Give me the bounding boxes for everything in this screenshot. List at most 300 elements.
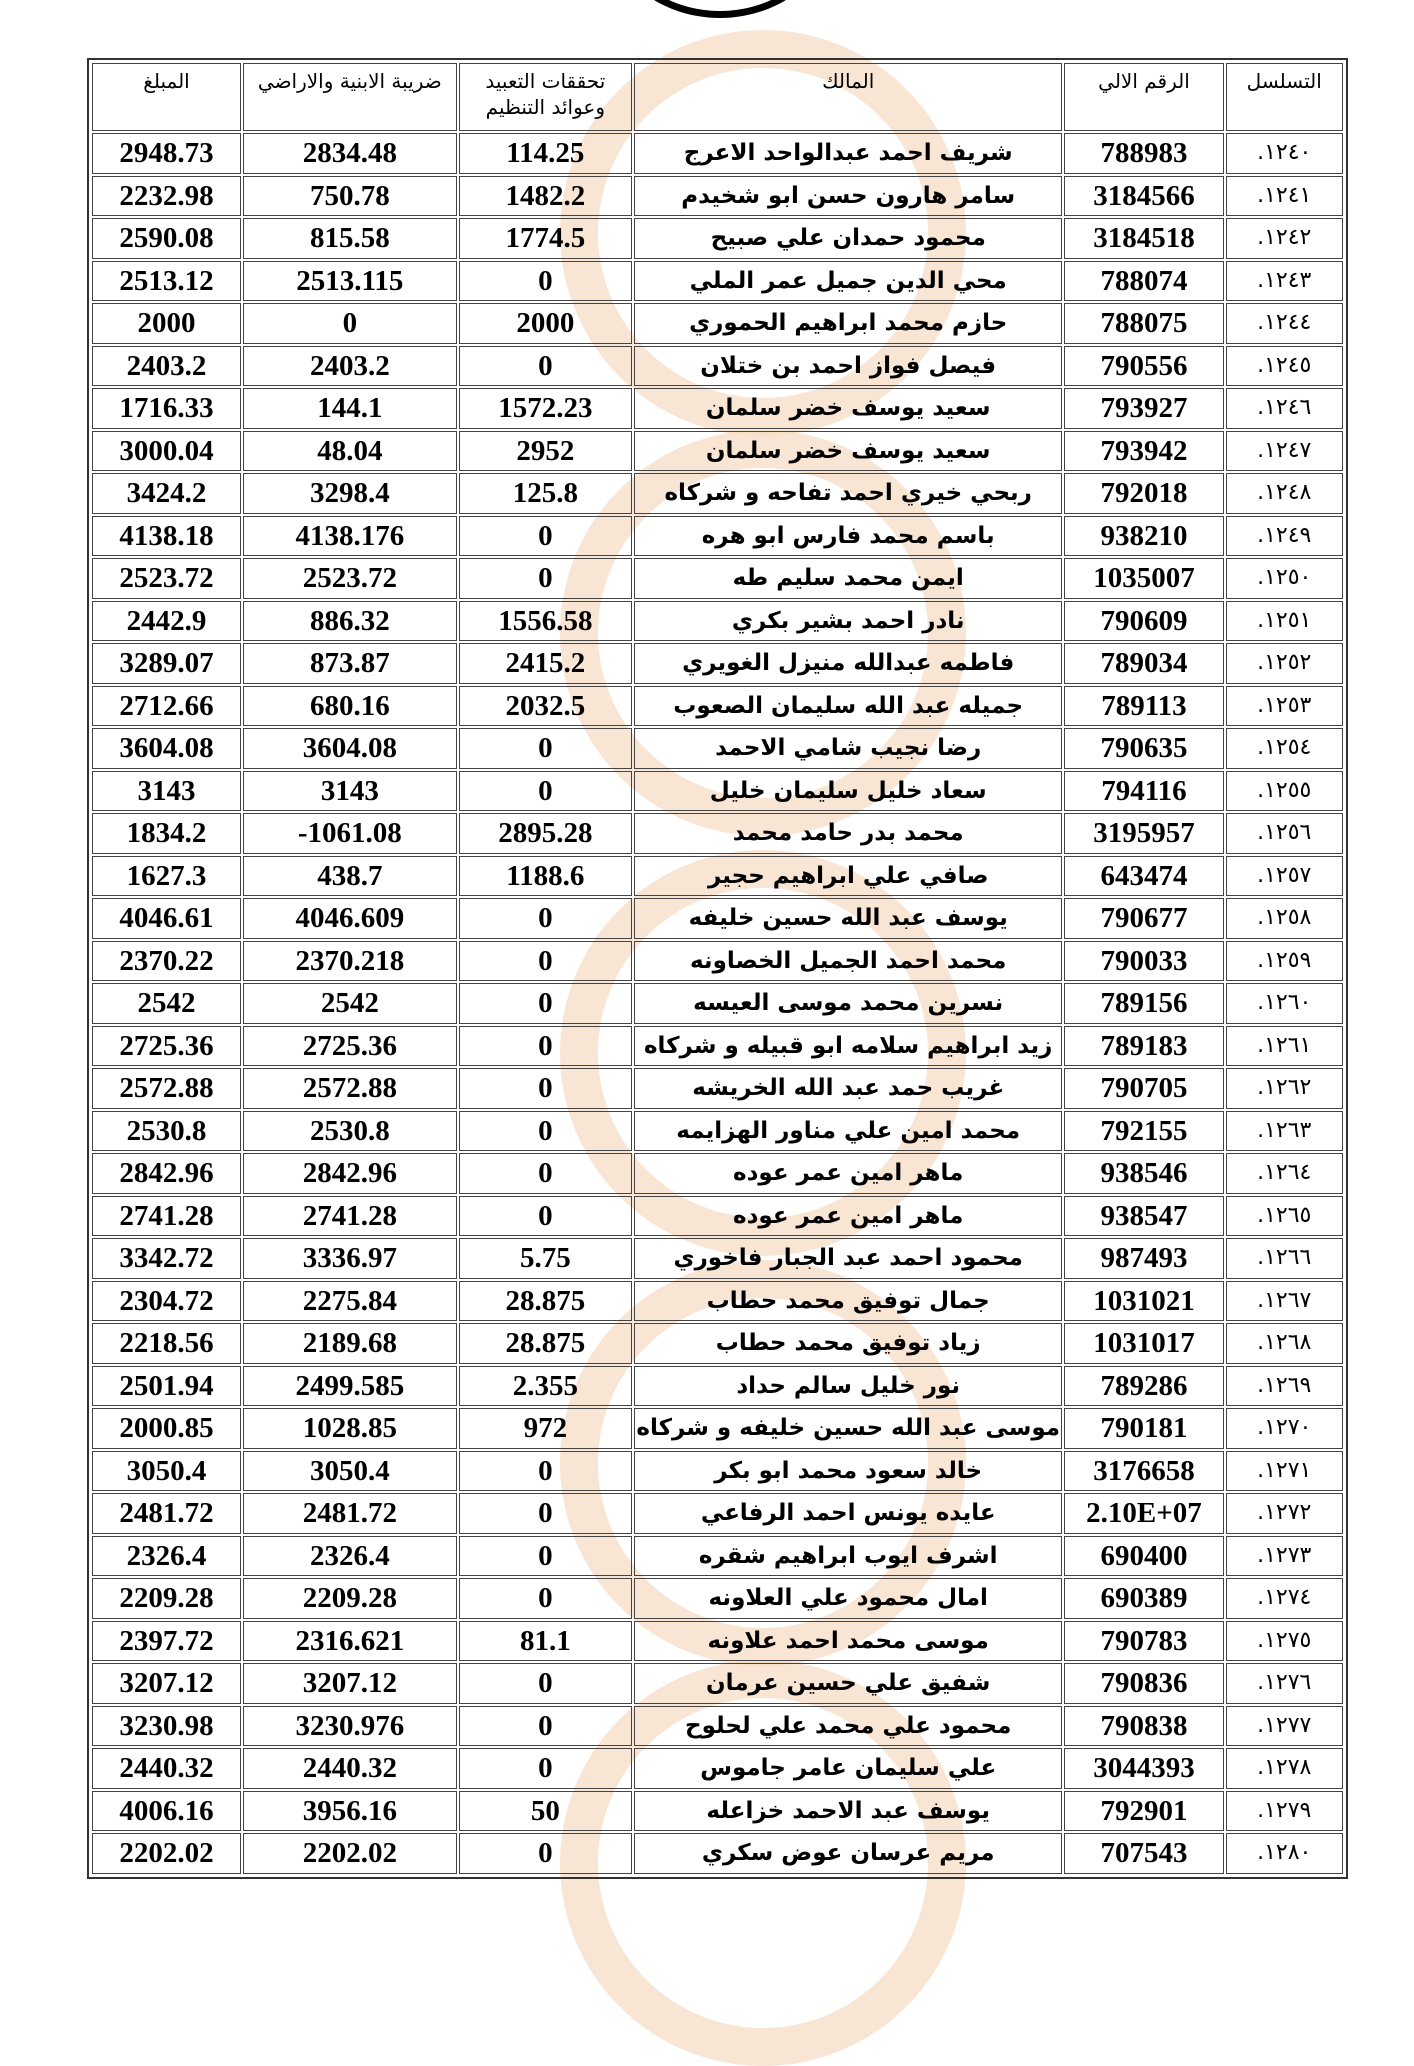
cell-fees-text: 0: [538, 1029, 553, 1062]
cell-serial: [1226, 1111, 1344, 1152]
cell-serial-text: ١٢٥٢.: [1257, 650, 1312, 676]
cell-owner: [634, 1408, 1063, 1449]
cell-amount-text: 3230.98: [119, 1709, 214, 1742]
owners-tax-table-frame: [87, 58, 1348, 1879]
cell-fees-text: 0: [538, 1539, 553, 1572]
cell-fees-text: 1482.2: [505, 179, 586, 212]
cell-id-text: 938546: [1100, 1157, 1188, 1190]
cell-id: [1064, 728, 1223, 769]
cell-serial: [1226, 558, 1344, 599]
cell-owner: [634, 516, 1063, 557]
table-row: [92, 1663, 1343, 1704]
cell-serial: [1226, 941, 1344, 982]
cell-fees: [459, 1791, 632, 1832]
cell-fees-text: 0: [538, 562, 553, 595]
cell-tax-text: 2513.115: [296, 264, 404, 297]
cell-owner-text: زياد توفيق محمد حطاب: [715, 1330, 981, 1357]
cell-id-text: 3195957: [1093, 817, 1195, 850]
cell-owner: [634, 601, 1063, 642]
cell-fees: [459, 898, 632, 939]
table-row: [92, 1408, 1343, 1449]
cell-amount: [92, 1621, 241, 1662]
cell-amount: [92, 431, 241, 472]
cell-serial-text: ١٢٥٣.: [1257, 692, 1312, 718]
cell-amount-text: 1716.33: [119, 392, 214, 425]
cell-amount: [92, 1196, 241, 1237]
cell-tax: [243, 1493, 457, 1534]
cell-amount: [92, 1706, 241, 1747]
cell-amount-text: 3289.07: [119, 647, 214, 680]
header-fees: تحققات التعبيد وعوائد التنظيم: [459, 63, 632, 131]
header-serial: التسلسل: [1226, 63, 1344, 131]
cell-serial: [1226, 1536, 1344, 1577]
cell-tax: [243, 218, 457, 259]
cell-tax: [243, 1791, 457, 1832]
table-row: [92, 1791, 1343, 1832]
cell-fees-text: 114.25: [506, 137, 585, 170]
table-row: [92, 303, 1343, 344]
cell-amount: [92, 1493, 241, 1534]
cell-owner: [634, 941, 1063, 982]
cell-owner: [634, 686, 1063, 727]
cell-owner-text: علي سليمان عامر جاموس: [700, 1755, 997, 1782]
cell-serial: [1226, 1153, 1344, 1194]
cell-serial-text: ١٢٦٩.: [1257, 1372, 1312, 1398]
cell-fees-text: 2895.28: [498, 817, 593, 850]
cell-owner-text: سعيد يوسف خضر سلمان: [705, 395, 991, 422]
cell-fees: [459, 516, 632, 557]
cell-fees-text: 0: [538, 519, 553, 552]
cell-owner: [634, 1578, 1063, 1619]
cell-amount-text: 3604.08: [119, 732, 214, 765]
cell-serial-text: ١٢٧٤.: [1257, 1585, 1312, 1611]
cell-owner: [634, 261, 1063, 302]
cell-id: [1064, 1663, 1223, 1704]
cell-owner: [634, 1281, 1063, 1322]
cell-serial-text: ١٢٤٠.: [1257, 140, 1312, 166]
cell-fees-text: 0: [538, 1114, 553, 1147]
cell-fees: [459, 1323, 632, 1364]
cell-amount: [92, 1068, 241, 1109]
cell-fees-text: 28.875: [505, 1284, 586, 1317]
cell-amount: [92, 643, 241, 684]
cell-id: [1064, 1323, 1223, 1364]
cell-fees: [459, 601, 632, 642]
cell-serial: [1226, 771, 1344, 812]
cell-amount-text: 3342.72: [119, 1242, 214, 1275]
cell-amount-text: 4046.61: [119, 902, 214, 935]
cell-owner-text: محمد بدر حامد محمد: [732, 820, 964, 847]
cell-serial: [1226, 388, 1344, 429]
cell-serial: [1226, 346, 1344, 387]
cell-id: [1064, 856, 1223, 897]
cell-owner-text: رضا نجيب شامي الاحمد: [715, 735, 982, 762]
cell-id-text: 790838: [1100, 1709, 1188, 1742]
cell-id-text: 792901: [1100, 1794, 1188, 1827]
cell-id-text: 690389: [1100, 1582, 1188, 1615]
cell-id: [1064, 1578, 1223, 1619]
cell-serial-text: ١٢٧١.: [1257, 1457, 1312, 1483]
cell-fees: [459, 473, 632, 514]
table-row: [92, 1621, 1343, 1662]
cell-id: [1064, 1706, 1223, 1747]
cell-serial: [1226, 1791, 1344, 1832]
cell-amount-text: 2712.66: [119, 689, 214, 722]
cell-amount-text: 2202.02: [119, 1837, 214, 1870]
header-tax: ضريبة الابنية والاراضي: [243, 63, 457, 131]
cell-serial-text: ١٢٦٣.: [1257, 1117, 1312, 1143]
cell-owner: [634, 1833, 1063, 1874]
cell-id-text: 793942: [1100, 434, 1188, 467]
cell-fees: [459, 303, 632, 344]
cell-owner: [634, 1366, 1063, 1407]
cell-fees: [459, 983, 632, 1024]
cell-fees: [459, 218, 632, 259]
cell-owner-text: غريب حمد عبد الله الخريشه: [692, 1075, 1005, 1102]
table-row: [92, 686, 1343, 727]
cell-amount: [92, 1323, 241, 1364]
cell-tax: [243, 473, 457, 514]
cell-amount: [92, 1238, 241, 1279]
table-row: [92, 218, 1343, 259]
cell-serial-text: ١٢٤١.: [1257, 182, 1312, 208]
cell-fees-text: 0: [538, 1072, 553, 1105]
cell-serial: [1226, 261, 1344, 302]
cell-owner: [634, 558, 1063, 599]
cell-fees: [459, 388, 632, 429]
cell-fees-text: 0: [538, 1667, 553, 1700]
cell-id-text: 3184518: [1093, 222, 1195, 255]
cell-id: [1064, 1833, 1223, 1874]
cell-amount: [92, 771, 241, 812]
cell-serial-text: ١٢٧٩.: [1257, 1797, 1312, 1823]
cell-serial: [1226, 218, 1344, 259]
cell-owner-text: حازم محمد ابراهيم الحموري: [689, 310, 1008, 337]
cell-serial-text: ١٢٤٤.: [1257, 310, 1312, 336]
cell-amount: [92, 1111, 241, 1152]
cell-fees: [459, 728, 632, 769]
cell-serial-text: ١٢٦٥.: [1257, 1202, 1312, 1228]
cell-fees-text: 0: [538, 987, 553, 1020]
cell-id: [1064, 473, 1223, 514]
cell-id: [1064, 941, 1223, 982]
table-row: [92, 1068, 1343, 1109]
table-row: [92, 1238, 1343, 1279]
cell-tax: [243, 388, 457, 429]
cell-id: [1064, 1748, 1223, 1789]
cell-id-text: 788075: [1100, 307, 1188, 340]
cell-id-text: 789156: [1100, 987, 1188, 1020]
cell-id: [1064, 346, 1223, 387]
cell-serial: [1226, 133, 1344, 174]
cell-fees: [459, 1451, 632, 1492]
cell-owner: [634, 431, 1063, 472]
cell-fees: [459, 1621, 632, 1662]
cell-fees-text: 0: [538, 732, 553, 765]
cell-fees-text: 1774.5: [505, 222, 586, 255]
cell-tax-text: 2209.28: [302, 1582, 397, 1615]
cell-owner: [634, 1068, 1063, 1109]
cell-tax: [243, 1451, 457, 1492]
cell-owner: [634, 218, 1063, 259]
cell-fees: [459, 1493, 632, 1534]
cell-owner-text: ماهر امين عمر عوده: [733, 1202, 964, 1229]
table-row: [92, 473, 1343, 514]
table-row: [92, 771, 1343, 812]
cell-amount-text: 2370.22: [119, 944, 214, 977]
cell-amount-text: 3207.12: [119, 1667, 214, 1700]
cell-tax: [243, 176, 457, 217]
cell-tax: [243, 133, 457, 174]
cell-fees-text: 81.1: [519, 1624, 571, 1657]
cell-amount-text: 2403.2: [126, 349, 207, 382]
cell-serial-text: ١٢٧٢.: [1257, 1500, 1312, 1526]
cell-tax-text: 2189.68: [302, 1327, 397, 1360]
cell-tax: [243, 431, 457, 472]
cell-owner-text: باسم محمد فارس ابو هره: [701, 522, 995, 549]
cell-fees-text: 2952: [516, 434, 575, 467]
cell-id-text: 789034: [1100, 647, 1188, 680]
cell-fees: [459, 1068, 632, 1109]
cell-serial: [1226, 303, 1344, 344]
cell-fees: [459, 643, 632, 684]
cell-owner: [634, 1323, 1063, 1364]
cell-owner-text: جمال توفيق محمد حطاب: [706, 1287, 990, 1314]
cell-serial: [1226, 856, 1344, 897]
cell-amount: [92, 303, 241, 344]
cell-serial: [1226, 1366, 1344, 1407]
cell-tax: [243, 1833, 457, 1874]
cell-id: [1064, 1621, 1223, 1662]
table-row: [92, 388, 1343, 429]
cell-fees: [459, 1706, 632, 1747]
table-row: [92, 601, 1343, 642]
table-row: [92, 643, 1343, 684]
cell-id: [1064, 898, 1223, 939]
table-row: [92, 856, 1343, 897]
cell-serial-text: ١٢٤٦.: [1257, 395, 1312, 421]
cell-id: [1064, 686, 1223, 727]
cell-serial-text: ١٢٨٠.: [1257, 1840, 1312, 1866]
cell-amount-text: 2397.72: [119, 1624, 214, 1657]
cell-owner-text: محمود حمدان علي صبيح: [710, 225, 986, 252]
cell-amount: [92, 898, 241, 939]
cell-id-text: 690400: [1100, 1539, 1188, 1572]
cell-tax-text: 2326.4: [309, 1539, 390, 1572]
cell-tax-text: 0: [342, 307, 358, 340]
cell-id: [1064, 1366, 1223, 1407]
cell-serial: [1226, 1748, 1344, 1789]
cell-owner-text: ايمن محمد سليم طه: [732, 565, 964, 592]
cell-id: [1064, 1153, 1223, 1194]
cell-amount: [92, 516, 241, 557]
cell-fees: [459, 1026, 632, 1067]
cell-id-text: 790033: [1100, 944, 1188, 977]
cell-tax-text: 815.58: [309, 222, 390, 255]
cell-id-text: 707543: [1100, 1837, 1188, 1870]
cell-amount-text: 2542: [137, 987, 196, 1020]
cell-serial: [1226, 728, 1344, 769]
cell-serial: [1226, 176, 1344, 217]
cell-id: [1064, 1493, 1223, 1534]
cell-amount: [92, 346, 241, 387]
cell-serial: [1226, 1408, 1344, 1449]
cell-amount: [92, 473, 241, 514]
cell-fees: [459, 856, 632, 897]
cell-owner-text: محمود علي محمد علي لحلوح: [685, 1712, 1012, 1739]
cell-fees-text: 5.75: [519, 1242, 571, 1275]
cell-tax-text: 750.78: [309, 179, 390, 212]
cell-amount: [92, 1578, 241, 1619]
cell-id: [1064, 1238, 1223, 1279]
cell-amount: [92, 1833, 241, 1874]
cell-serial-text: ١٢٧٧.: [1257, 1712, 1312, 1738]
cell-fees-text: 0: [538, 774, 553, 807]
table-row: [92, 1323, 1343, 1364]
cell-fees-text: 2032.5: [505, 689, 586, 722]
cell-amount: [92, 1451, 241, 1492]
table-row: [92, 133, 1343, 174]
cell-amount: [92, 686, 241, 727]
cell-tax: [243, 686, 457, 727]
cell-owner: [634, 1196, 1063, 1237]
cell-serial-text: ١٢٦١.: [1257, 1032, 1312, 1058]
cell-fees: [459, 1408, 632, 1449]
cell-serial-text: ١٢٧٣.: [1257, 1542, 1312, 1568]
cell-amount-text: 2741.28: [119, 1199, 214, 1232]
table-row: [92, 1706, 1343, 1747]
cell-amount: [92, 1366, 241, 1407]
cell-owner: [634, 1153, 1063, 1194]
cell-amount-text: 2304.72: [119, 1284, 214, 1317]
cell-serial: [1226, 686, 1344, 727]
cell-tax: [243, 516, 457, 557]
cell-fees: [459, 1238, 632, 1279]
cell-owner: [634, 1706, 1063, 1747]
cell-owner-text: محي الدين جميل عمر الملي: [689, 267, 1007, 294]
cell-id: [1064, 983, 1223, 1024]
cell-serial-text: ١٢٥٩.: [1257, 947, 1312, 973]
cell-fees-text: 0: [538, 1157, 553, 1190]
cell-tax-text: 3336.97: [302, 1242, 397, 1275]
cell-tax: [243, 1663, 457, 1704]
cell-amount: [92, 983, 241, 1024]
cell-id: [1064, 133, 1223, 174]
cell-owner: [634, 643, 1063, 684]
cell-tax: [243, 771, 457, 812]
cell-tax-text: 4138.176: [295, 519, 405, 552]
cell-id: [1064, 516, 1223, 557]
cell-id: [1064, 1451, 1223, 1492]
cell-owner: [634, 983, 1063, 1024]
cell-tax-text: 3207.12: [302, 1667, 397, 1700]
cell-serial-text: ١٢٤٧.: [1257, 437, 1312, 463]
cell-amount-text: 2440.32: [119, 1752, 214, 1785]
table-row: [92, 813, 1343, 854]
cell-tax: [243, 261, 457, 302]
cell-tax-text: 3604.08: [302, 732, 397, 765]
cell-serial: [1226, 1026, 1344, 1067]
cell-tax-text: 2530.8: [309, 1114, 390, 1147]
cell-tax: [243, 1323, 457, 1364]
cell-owner: [634, 1748, 1063, 1789]
cell-serial-text: ١٢٤٢.: [1257, 225, 1312, 251]
cell-serial-text: ١٢٦٠.: [1257, 990, 1312, 1016]
cell-fees: [459, 1536, 632, 1577]
cell-id-text: 1031021: [1093, 1284, 1195, 1317]
cell-serial: [1226, 1663, 1344, 1704]
cell-amount: [92, 1663, 241, 1704]
cell-tax: [243, 303, 457, 344]
cell-serial: [1226, 1281, 1344, 1322]
cell-id-text: 643474: [1100, 859, 1188, 892]
cell-amount-text: 2501.94: [119, 1369, 214, 1402]
cell-owner: [634, 1451, 1063, 1492]
cell-serial: [1226, 601, 1344, 642]
cell-serial-text: ١٢٥٥.: [1257, 777, 1312, 803]
cell-id-text: 1031017: [1093, 1327, 1195, 1360]
cell-owner-text: اشرف ايوب ابراهيم شقره: [698, 1542, 998, 1569]
cell-id-text: 2.10E+07: [1086, 1497, 1202, 1530]
cell-tax: [243, 1111, 457, 1152]
cell-tax-text: 886.32: [309, 604, 390, 637]
cell-serial-text: ١٢٧٥.: [1257, 1627, 1312, 1653]
cell-serial: [1226, 983, 1344, 1024]
cell-tax-text: 2741.28: [302, 1199, 397, 1232]
cell-id: [1064, 1281, 1223, 1322]
table-row: [92, 1451, 1343, 1492]
cell-serial: [1226, 473, 1344, 514]
cell-amount: [92, 1408, 241, 1449]
cell-amount-text: 2590.08: [119, 222, 214, 255]
cell-amount-text: 3424.2: [126, 477, 207, 510]
cell-id: [1064, 771, 1223, 812]
cell-amount-text: 2513.12: [119, 264, 214, 297]
cell-tax-text: 1028.85: [302, 1412, 397, 1445]
cell-serial-text: ١٢٦٢.: [1257, 1075, 1312, 1101]
cell-tax: [243, 728, 457, 769]
cell-tax: [243, 1578, 457, 1619]
cell-owner: [634, 473, 1063, 514]
cell-amount-text: 2232.98: [119, 179, 214, 212]
cell-tax: [243, 856, 457, 897]
cell-amount-text: 1627.3: [126, 859, 207, 892]
cell-owner-text: امال محمود علي العلاونه: [708, 1585, 988, 1612]
cell-amount: [92, 176, 241, 217]
cell-tax-text: 3050.4: [309, 1454, 390, 1487]
cell-owner-text: محمد احمد الجميل الخصاونه: [689, 947, 1007, 974]
table-row: [92, 1493, 1343, 1534]
cell-fees-text: 0: [538, 1454, 553, 1487]
cell-serial: [1226, 1323, 1344, 1364]
cell-id: [1064, 558, 1223, 599]
table-row: [92, 346, 1343, 387]
cell-fees: [459, 1748, 632, 1789]
cell-tax-text: 2275.84: [302, 1284, 397, 1317]
cell-tax-text: 2725.36: [302, 1029, 397, 1062]
cell-serial: [1226, 1493, 1344, 1534]
cell-amount-text: 2481.72: [119, 1497, 214, 1530]
cell-fees: [459, 261, 632, 302]
cell-tax-text: 3298.4: [309, 477, 390, 510]
cell-id-text: 790556: [1100, 349, 1188, 382]
cell-tax-text: 3230.976: [295, 1709, 405, 1742]
cell-fees: [459, 771, 632, 812]
cell-fees-text: 0: [538, 944, 553, 977]
cell-owner: [634, 1621, 1063, 1662]
cell-owner-text: موسى محمد احمد علاونه: [707, 1627, 989, 1654]
cell-owner: [634, 813, 1063, 854]
